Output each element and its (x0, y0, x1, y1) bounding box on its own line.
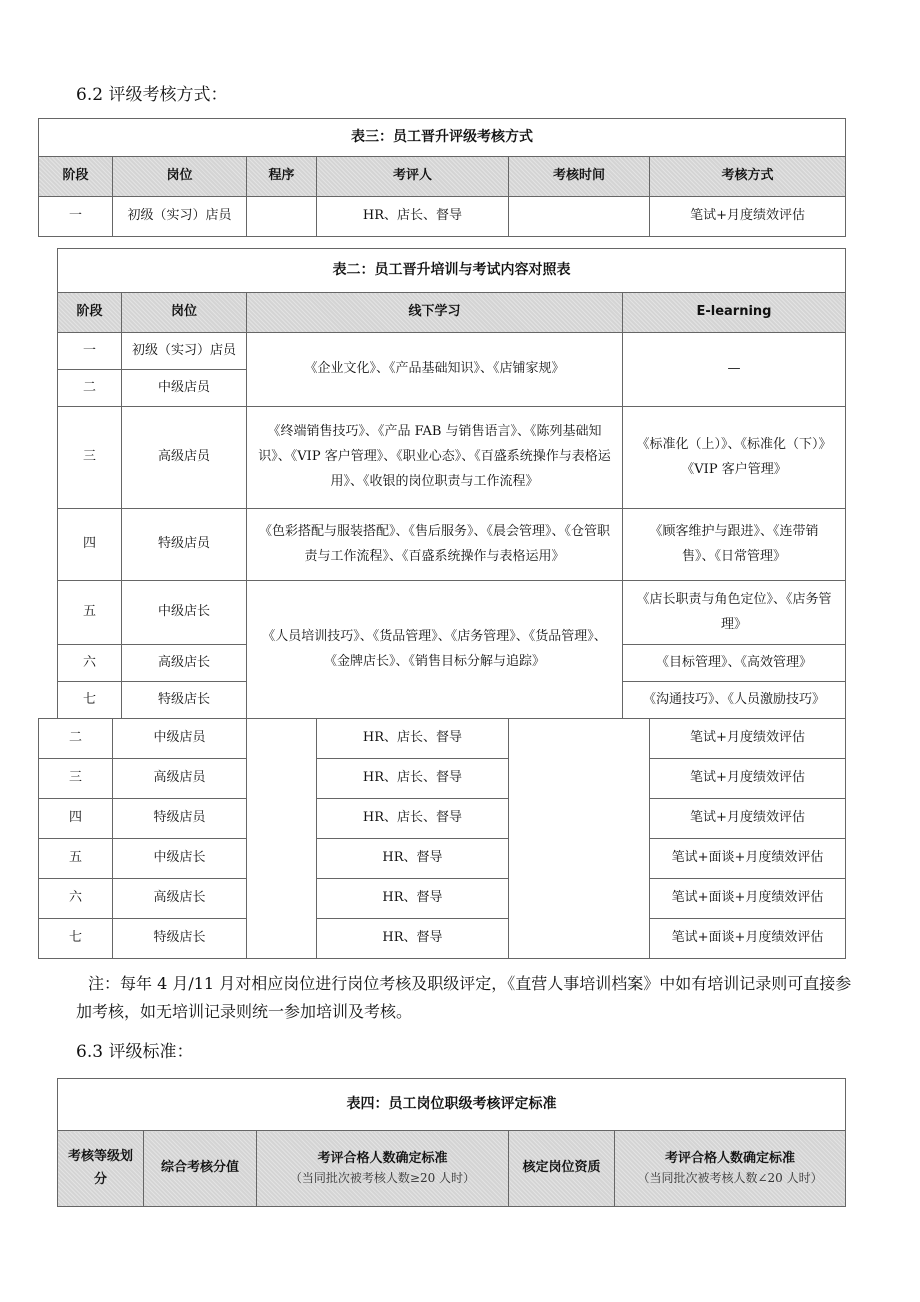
table2-post: 高级店长 (122, 645, 247, 682)
table3-cell: 中级店长 (113, 839, 247, 879)
table3-cell: 笔试+月度绩效评估 (650, 799, 846, 839)
note-paragraph: 注：每年 4 月/11 月对相应岗位进行岗位考核及职级评定，《直营人事培训档案》中如有培训记录则可直接参加考核，如无培训记录则统一参加培训及考核。 (76, 974, 852, 1021)
table3-cell: 一 (39, 197, 113, 237)
table3-cell (509, 197, 650, 237)
table4-header-standard-large-main: 考评合格人数确定标准 (317, 1150, 448, 1166)
table3-cell: 笔试+面谈+月度绩效评估 (650, 879, 846, 919)
table2-header-post: 岗位 (122, 293, 247, 333)
table2-title: 表二：员工晋升培训与考试内容对照表 (58, 249, 846, 293)
table2-header-offline: 线下学习 (247, 293, 623, 333)
table3-cell: HR、店长、督导 (317, 799, 509, 839)
table2 (57, 248, 846, 719)
table3-cell: 笔试+面谈+月度绩效评估 (650, 919, 846, 959)
table2-post: 特级店长 (122, 682, 247, 719)
table2-stage: 五 (58, 581, 122, 645)
table3-cell: 笔试+月度绩效评估 (650, 759, 846, 799)
table2-header-stage: 阶段 (58, 293, 122, 333)
table3-header-stage: 阶段 (39, 157, 113, 197)
table4-header-standard-small-sub: （当同批次被考核人数∠20 人时） (637, 1171, 823, 1186)
table3-cell: HR、店长、督导 (317, 197, 509, 237)
table3-cell: HR、督导 (317, 919, 509, 959)
table3-procedure-cell (247, 719, 317, 959)
section-heading-6-2: 6.2 评级考核方式： (76, 85, 228, 105)
table2-stage: 一 (58, 333, 122, 370)
table2-stage: 二 (58, 370, 122, 407)
table3-cell: 七 (39, 919, 113, 959)
table4-header-level: 考核等级划分 (58, 1131, 144, 1207)
table4 (57, 1078, 846, 1207)
table2-elearning-cell: 《沟通技巧》、《人员激励技巧》 (623, 682, 846, 719)
table3-cell: 高级店员 (113, 759, 247, 799)
table3-cell: 五 (39, 839, 113, 879)
table2-elearning-cell: 《目标管理》、《高效管理》 (623, 645, 846, 682)
table2-post: 初级（实习）店员 (122, 333, 247, 370)
table2-post: 特级店员 (122, 509, 247, 581)
table3-header-procedure: 程序 (247, 157, 317, 197)
table2-elearning-cell: 《顾客维护与跟进》、《连带销售》、《日常管理》 (623, 509, 846, 581)
table3-cell: 特级店员 (113, 799, 247, 839)
table3-cell: HR、店长、督导 (317, 719, 509, 759)
table4-title: 表四：员工岗位职级考核评定标准 (58, 1079, 846, 1131)
table3-header-method: 考核方式 (650, 157, 846, 197)
table3-cell: 笔试+月度绩效评估 (650, 197, 846, 237)
table3-top (38, 118, 846, 237)
table3-cell: HR、店长、督导 (317, 759, 509, 799)
table2-stage: 六 (58, 645, 122, 682)
table3-header-assessor: 考评人 (317, 157, 509, 197)
table2-offline-cell: 《企业文化》、《产品基础知识》、《店铺家规》 (247, 333, 623, 407)
table2-header-elearning: E-learning (623, 293, 846, 333)
table2-offline-cell: 《人员培训技巧》、《货品管理》、《店务管理》、《货品管理》、《金牌店长》、《销售目标分解与追踪》 (247, 581, 623, 719)
table3-cell: HR、督导 (317, 839, 509, 879)
table4-header-standard-small-main: 考评合格人数确定标准 (665, 1150, 796, 1166)
table3-cell: 四 (39, 799, 113, 839)
table3-header-post: 岗位 (113, 157, 247, 197)
table3-cell: 特级店长 (113, 919, 247, 959)
table3-cell: 六 (39, 879, 113, 919)
table4-header-standard-small (615, 1131, 846, 1207)
table3-cell: 笔试+面谈+月度绩效评估 (650, 839, 846, 879)
table3-cell: 笔试+月度绩效评估 (650, 719, 846, 759)
table2-post: 中级店员 (122, 370, 247, 407)
table3-cell: 高级店长 (113, 879, 247, 919)
table3-cell: HR、督导 (317, 879, 509, 919)
table4-header-standard-large (257, 1131, 509, 1207)
table3-cell (247, 197, 317, 237)
table2-elearning-cell: 《店长职责与角色定位》、《店务管理》 (623, 581, 846, 645)
table4-header-standard-large-sub: （当同批次被考核人数≥20 人时） (289, 1171, 476, 1186)
section-heading-6-3: 6.3 评级标准： (76, 1042, 194, 1062)
table2-offline-cell: 《终端销售技巧》、《产品 FAB 与销售语言》、《陈列基础知识》、《VIP 客户管理》、《职业心态》、《百盛系统操作与表格运用》、《收银的岗位职责与工作流程》 (247, 407, 623, 509)
table2-stage: 四 (58, 509, 122, 581)
table2-post: 高级店员 (122, 407, 247, 509)
table2-offline-cell: 《色彩搭配与服装搭配》、《售后服务》、《晨会管理》、《仓管职责与工作流程》、《百盛系统操作与表格运用》 (247, 509, 623, 581)
table2-elearning-cell: — (623, 333, 846, 407)
table3-cell: 二 (39, 719, 113, 759)
table3-time-cell (509, 719, 650, 959)
table2-elearning-cell: 《标准化（上）》、《标准化（下）》《VIP 客户管理》 (623, 407, 846, 509)
table2-stage: 七 (58, 682, 122, 719)
table3-cell: 初级（实习）店员 (113, 197, 247, 237)
table2-post: 中级店长 (122, 581, 247, 645)
table3-cell: 中级店员 (113, 719, 247, 759)
table3-title: 表三：员工晋升评级考核方式 (39, 119, 846, 157)
table2-stage: 三 (58, 407, 122, 509)
table3-rest (38, 718, 846, 959)
table3-header-time: 考核时间 (509, 157, 650, 197)
table3-cell: 三 (39, 759, 113, 799)
table4-header-score: 综合考核分值 (144, 1131, 257, 1207)
table4-header-qualification: 核定岗位资质 (509, 1131, 615, 1207)
